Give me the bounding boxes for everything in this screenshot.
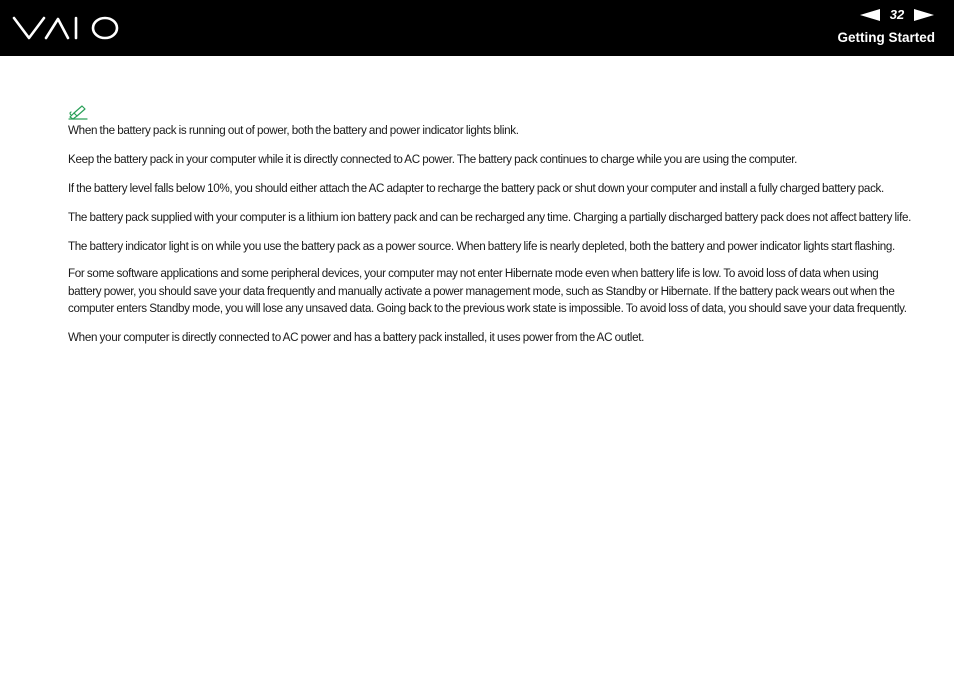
paragraph: The battery pack supplied with your computer is a lithium ion battery pack and can be recharged any time. Charging a partially discharged battery pack does not affect battery life. — [68, 210, 912, 224]
paragraph: The battery indicator light is on while you use the battery pack as a power source. When battery life is nearly depleted, both the battery and power indicator lights start flashing. — [68, 239, 895, 253]
arrow-right-icon[interactable] — [914, 9, 934, 21]
page-number: 32 — [889, 7, 905, 22]
paragraph: Keep the battery pack in your computer while it is directly connected to AC power. The battery pack continues to charge while you are using the computer. — [68, 152, 798, 166]
section-title: Getting Started — [837, 30, 935, 45]
paragraph: If the battery level falls below 10%, you should either attach the AC adapter to recharge the battery pack or shut down your computer and install a fully charged battery pack. — [68, 181, 884, 195]
page-header — [0, 0, 954, 56]
vaio-logo — [12, 14, 120, 42]
paragraph: For some software applications and some peripheral devices, your computer may not enter Hibernate mode even when battery life is low. To avoid loss of data when using battery power, you should save your data frequently and manually activate a power management mode, such as Standby or Hibernate. If the battery pack wears out when the computer enters Standby mode, you will lose any unsaved data. Going back to the previous work state is impossible. To avoid loss of data, you should save your data frequently. — [68, 266, 907, 315]
paragraph: When your computer is directly connected to AC power and has a battery pack installed, it uses power from the AC outlet. — [68, 329, 645, 344]
arrow-left-icon[interactable] — [860, 9, 880, 21]
page-navigation — [860, 6, 934, 24]
paragraph: When the battery pack is running out of power, both the battery and power indicator lights blink. — [68, 123, 519, 137]
note-pencil-icon — [68, 104, 88, 120]
document-body — [68, 104, 914, 356]
